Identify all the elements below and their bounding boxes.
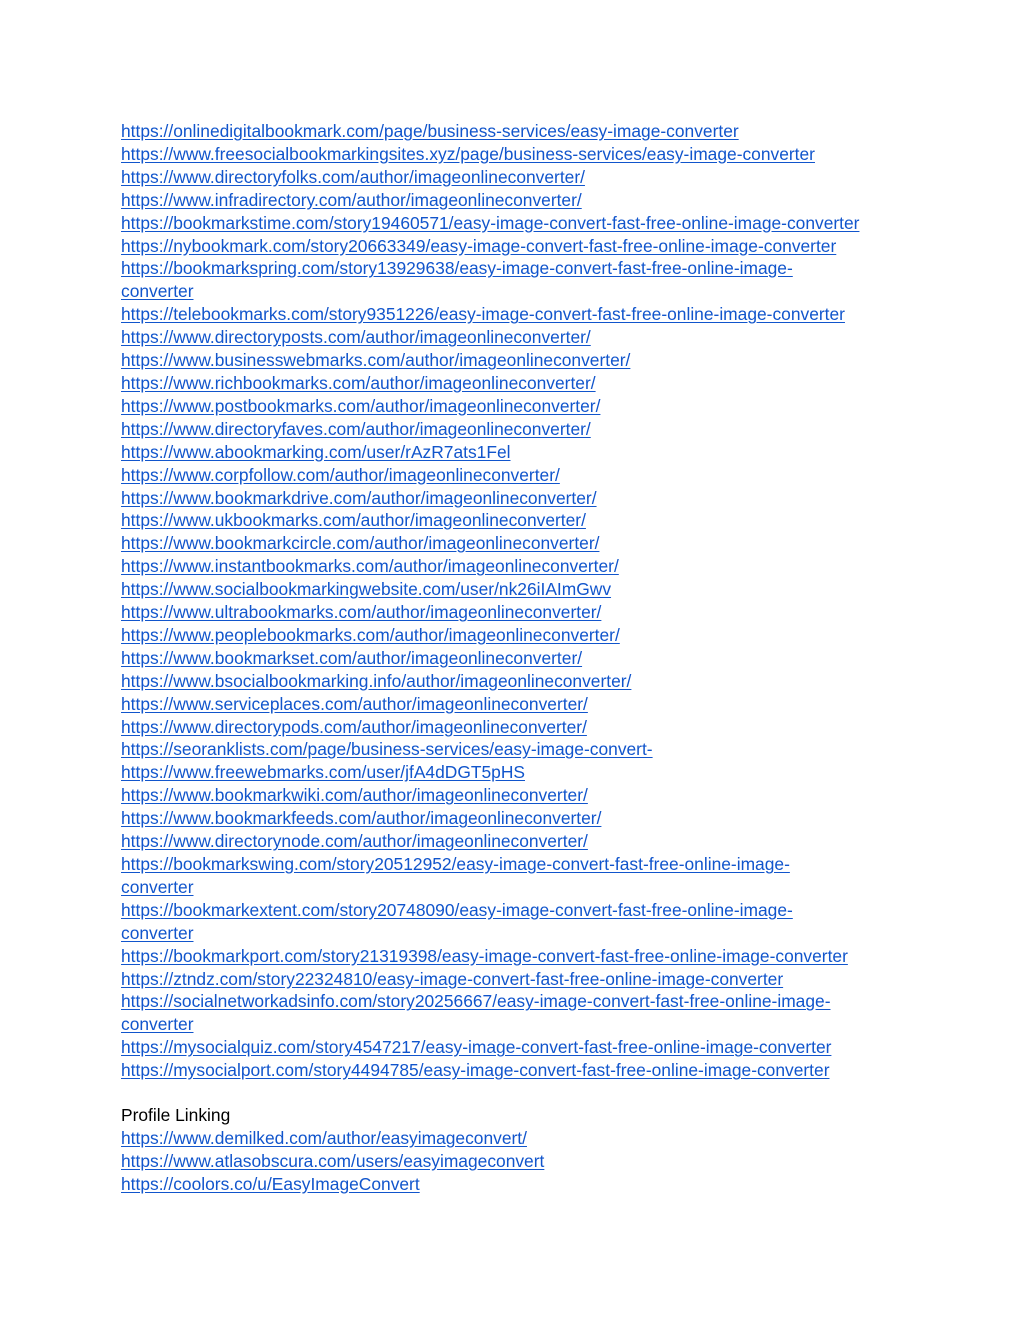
url-text: https://www.atlasobscura.com/users/easyimageconvert xyxy=(121,1150,545,1171)
url-link[interactable] xyxy=(121,120,921,143)
url-text-continued: converter xyxy=(121,1014,194,1035)
url-link[interactable] xyxy=(121,990,921,1036)
url-link[interactable] xyxy=(121,1059,921,1082)
url-link[interactable] xyxy=(121,1150,921,1173)
url-link[interactable] xyxy=(121,647,921,670)
url-text: https://onlinedigitalbookmark.com/page/business-services/easy-image-converter xyxy=(121,121,739,141)
url-text: https://www.directorypods.com/author/imageonlineconverter/ xyxy=(121,716,587,737)
url-text: https://bookmarkstime.com/story19460571/easy-image-convert-fast-free-online-image-converter xyxy=(121,212,860,233)
url-link[interactable] xyxy=(121,532,921,555)
url-text: https://bookmarkspring.com/story13929638/easy-image-convert-fast-free-online-image- xyxy=(121,258,793,279)
url-link[interactable] xyxy=(121,189,921,212)
url-text: https://bookmarkextent.com/story20748090/easy-image-convert-fast-free-online-image- xyxy=(121,899,793,920)
url-text-continued: converter xyxy=(121,876,194,897)
url-text: https://www.infradirectory.com/author/imageonlineconverter/ xyxy=(121,189,582,210)
url-text: https://www.socialbookmarkingwebsite.com/user/nk26iIAImGwv xyxy=(121,579,612,600)
url-link[interactable] xyxy=(121,830,921,853)
url-text: https://www.serviceplaces.com/author/imageonlineconverter/ xyxy=(121,693,588,714)
url-text: https://www.directoryposts.com/author/imageonlineconverter/ xyxy=(121,327,591,348)
url-text: https://ztndz.com/story22324810/easy-image-convert-fast-free-online-image-converter xyxy=(121,968,784,989)
url-text: https://bookmarkport.com/story21319398/easy-image-convert-fast-free-online-image-converter xyxy=(121,945,848,966)
url-link[interactable] xyxy=(121,464,921,487)
url-text: https://socialnetworkadsinfo.com/story20256667/easy-image-convert-fast-free-online-image- xyxy=(121,991,831,1012)
url-link[interactable] xyxy=(121,166,921,189)
url-text: https://www.businesswebmarks.com/author/imageonlineconverter/ xyxy=(121,350,631,371)
url-link[interactable] xyxy=(121,418,921,441)
url-text: https://www.bsocialbookmarking.info/author/imageonlineconverter/ xyxy=(121,670,632,691)
url-link[interactable] xyxy=(121,487,921,510)
url-link[interactable] xyxy=(121,853,921,899)
url-text: https://seoranklists.com/page/business-services/easy-image-convert- xyxy=(121,739,653,760)
url-text: https://www.bookmarkset.com/author/imageonlineconverter/ xyxy=(121,647,583,668)
url-text: https://telebookmarks.com/story9351226/easy-image-convert-fast-free-online-image-converter xyxy=(121,304,845,325)
url-text: https://www.ukbookmarks.com/author/imageonlineconverter/ xyxy=(121,510,586,531)
url-link[interactable] xyxy=(121,212,921,235)
url-text: https://www.bookmarkcircle.com/author/imageonlineconverter/ xyxy=(121,533,600,554)
url-text: https://www.demilked.com/author/easyimageconvert/ xyxy=(121,1128,527,1149)
url-text: https://www.directoryfolks.com/author/imageonlineconverter/ xyxy=(121,166,585,187)
url-link[interactable] xyxy=(121,899,921,945)
url-link[interactable] xyxy=(121,303,921,326)
url-link[interactable] xyxy=(121,716,921,739)
url-link[interactable] xyxy=(121,738,921,761)
url-link[interactable] xyxy=(121,601,921,624)
url-link[interactable] xyxy=(121,968,921,991)
url-link[interactable] xyxy=(121,326,921,349)
url-link[interactable] xyxy=(121,693,921,716)
url-link[interactable] xyxy=(121,509,921,532)
url-link[interactable] xyxy=(121,441,921,464)
url-link[interactable] xyxy=(121,143,921,166)
url-link[interactable] xyxy=(121,807,921,830)
url-text: https://mysocialport.com/story4494785/easy-image-convert-fast-free-online-image-converter xyxy=(121,1060,830,1081)
url-link[interactable] xyxy=(121,761,921,784)
url-link[interactable] xyxy=(121,555,921,578)
url-link[interactable] xyxy=(121,1173,921,1196)
url-link[interactable] xyxy=(121,395,921,418)
url-text: https://www.bookmarkfeeds.com/author/imageonlineconverter/ xyxy=(121,808,602,829)
url-text: https://www.richbookmarks.com/author/imageonlineconverter/ xyxy=(121,372,596,393)
url-text: https://mysocialquiz.com/story4547217/easy-image-convert-fast-free-online-image-converter xyxy=(121,1037,832,1058)
url-link[interactable] xyxy=(121,1036,921,1059)
url-link[interactable] xyxy=(121,1127,921,1150)
document-page xyxy=(121,120,921,1196)
url-link[interactable] xyxy=(121,624,921,647)
profile-link-list xyxy=(121,1127,921,1196)
url-link[interactable] xyxy=(121,784,921,807)
url-link[interactable] xyxy=(121,945,921,968)
url-text: https://coolors.co/u/EasyImageConvert xyxy=(121,1173,420,1194)
url-link[interactable] xyxy=(121,372,921,395)
section-heading: Profile Linking xyxy=(121,1105,231,1126)
url-link[interactable] xyxy=(121,578,921,601)
url-text: https://www.corpfollow.com/author/imageonlineconverter/ xyxy=(121,464,560,485)
url-text: https://www.freesocialbookmarkingsites.xyz/page/business-services/easy-image-converter xyxy=(121,143,815,164)
url-text: https://www.bookmarkdrive.com/author/imageonlineconverter/ xyxy=(121,487,597,508)
url-text: https://www.instantbookmarks.com/author/imageonlineconverter/ xyxy=(121,556,619,577)
url-text: https://www.freewebmarks.com/user/jfA4dDGT5pHS xyxy=(121,762,525,783)
url-text: https://www.abookmarking.com/user/rAzR7ats1Fel xyxy=(121,441,511,462)
url-link[interactable] xyxy=(121,257,921,303)
url-text: https://www.peoplebookmarks.com/author/imageonlineconverter/ xyxy=(121,624,620,645)
url-text: https://bookmarkswing.com/story20512952/easy-image-convert-fast-free-online-image- xyxy=(121,854,790,874)
url-text-continued: converter xyxy=(121,281,194,302)
url-text: https://www.directoryfaves.com/author/imageonlineconverter/ xyxy=(121,418,591,439)
url-text: https://www.directorynode.com/author/imageonlineconverter/ xyxy=(121,831,588,852)
url-link[interactable] xyxy=(121,235,921,258)
url-text: https://nybookmark.com/story20663349/easy-image-convert-fast-free-online-image-converter xyxy=(121,235,837,256)
bookmark-link-list xyxy=(121,120,921,1082)
url-text: https://www.bookmarkwiki.com/author/imageonlineconverter/ xyxy=(121,785,588,806)
url-text: https://www.postbookmarks.com/author/imageonlineconverter/ xyxy=(121,395,601,416)
url-text: https://www.ultrabookmarks.com/author/imageonlineconverter/ xyxy=(121,602,602,623)
url-link[interactable] xyxy=(121,349,921,372)
url-text-continued: converter xyxy=(121,922,194,943)
url-link[interactable] xyxy=(121,670,921,693)
